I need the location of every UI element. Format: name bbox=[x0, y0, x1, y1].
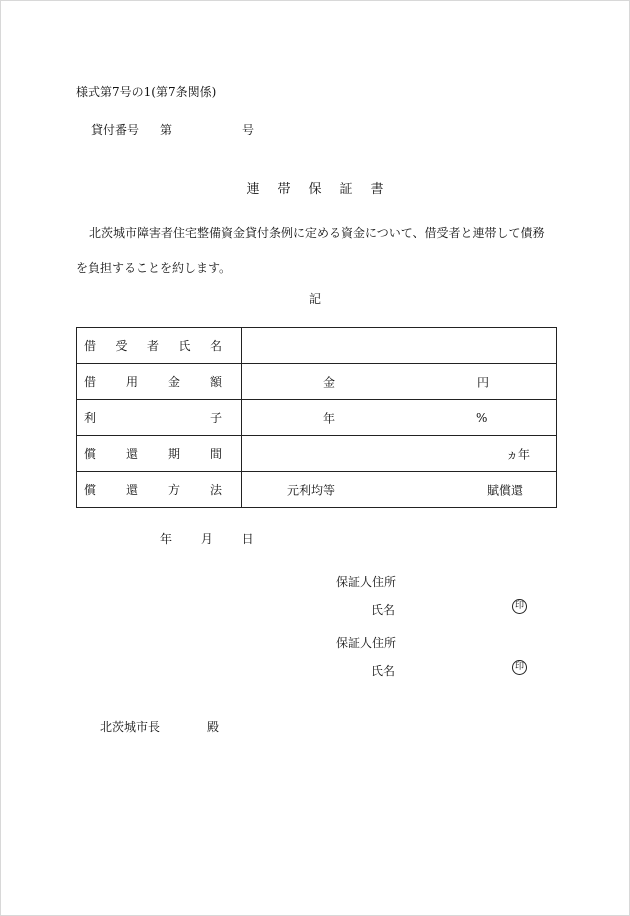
title-char: 連 bbox=[246, 182, 260, 197]
guarantor-2-address-label: 保証人住所 bbox=[336, 636, 397, 650]
guarantor-1-name-label: 氏名 bbox=[371, 603, 396, 617]
label-loan-amount bbox=[77, 364, 242, 400]
label-char: 子 bbox=[209, 411, 222, 425]
label-interest bbox=[77, 400, 242, 436]
loan-number-label: 貸付番号 bbox=[91, 123, 140, 137]
amount-unit: 円 bbox=[477, 375, 490, 389]
table-row-repayment-period bbox=[77, 436, 557, 472]
seal-char: 印 bbox=[514, 662, 524, 672]
label-char: 者 bbox=[146, 339, 159, 353]
addressee-honorific: 殿 bbox=[207, 720, 220, 734]
date-line[interactable] bbox=[160, 530, 279, 547]
label-char: 氏 bbox=[178, 339, 191, 353]
period-unit: ヵ年 bbox=[506, 447, 531, 461]
title-char: 証 bbox=[339, 182, 353, 197]
label-char: 金 bbox=[167, 375, 180, 389]
interest-year: 年 bbox=[323, 411, 336, 425]
form-number: 様式第7号の1(第7条関係) bbox=[76, 85, 217, 99]
loan-number-prefix: 第 bbox=[160, 123, 173, 137]
seal-icon bbox=[512, 599, 527, 614]
label-char: 還 bbox=[125, 483, 138, 497]
label-char: 受 bbox=[115, 339, 128, 353]
addressee-mayor: 北茨城市長 bbox=[100, 720, 161, 734]
label-char: 用 bbox=[125, 375, 138, 389]
table-row-borrower-name bbox=[77, 328, 557, 364]
label-char: 借 bbox=[84, 375, 97, 389]
label-char: 還 bbox=[125, 447, 138, 461]
loan-amount-field[interactable] bbox=[242, 364, 557, 400]
method-repayment-suffix: 賦償還 bbox=[487, 483, 524, 497]
label-char: 額 bbox=[209, 375, 222, 389]
table-row-loan-amount bbox=[77, 364, 557, 400]
label-char: 間 bbox=[209, 447, 222, 461]
date-month: 月 bbox=[200, 532, 213, 546]
document-title bbox=[0, 178, 630, 197]
method-equal-installment: 元利均等 bbox=[287, 483, 336, 497]
label-char: 償 bbox=[84, 447, 97, 461]
table-row-interest bbox=[77, 400, 557, 436]
label-char: 期 bbox=[167, 447, 180, 461]
label-char: 法 bbox=[209, 483, 222, 497]
amount-prefix: 金 bbox=[323, 375, 336, 389]
title-char: 保 bbox=[308, 182, 322, 197]
date-year: 年 bbox=[160, 532, 173, 546]
guarantor-2-name-label: 氏名 bbox=[371, 664, 396, 678]
label-char: 償 bbox=[84, 483, 97, 497]
date-day: 日 bbox=[241, 532, 254, 546]
title-char: 帯 bbox=[277, 182, 291, 197]
label-char: 方 bbox=[167, 483, 180, 497]
guarantor-1-address-label: 保証人住所 bbox=[336, 575, 397, 589]
table-row-repayment-method bbox=[77, 472, 557, 508]
loan-detail-table bbox=[76, 327, 557, 508]
label-char: 名 bbox=[209, 339, 222, 353]
label-borrower-name bbox=[77, 328, 242, 364]
interest-field[interactable] bbox=[242, 400, 557, 436]
borrower-name-field[interactable] bbox=[242, 328, 557, 364]
label-char: 借 bbox=[84, 339, 97, 353]
seal-char: 印 bbox=[514, 601, 524, 611]
title-char: 書 bbox=[370, 182, 384, 197]
loan-number-suffix: 号 bbox=[242, 123, 255, 137]
seal-icon bbox=[512, 660, 527, 675]
repayment-period-field[interactable] bbox=[242, 436, 557, 472]
repayment-method-field[interactable] bbox=[242, 472, 557, 508]
ki-heading: 記 bbox=[308, 292, 321, 306]
label-repayment-period bbox=[77, 436, 242, 472]
interest-percent: % bbox=[476, 410, 488, 425]
label-repayment-method bbox=[77, 472, 242, 508]
pledge-text: 北茨城市障害者住宅整備資金貸付条例に定める資金について、借受者と連帯して債務を負担することを約します。 bbox=[76, 226, 545, 275]
label-char: 利 bbox=[84, 411, 97, 425]
